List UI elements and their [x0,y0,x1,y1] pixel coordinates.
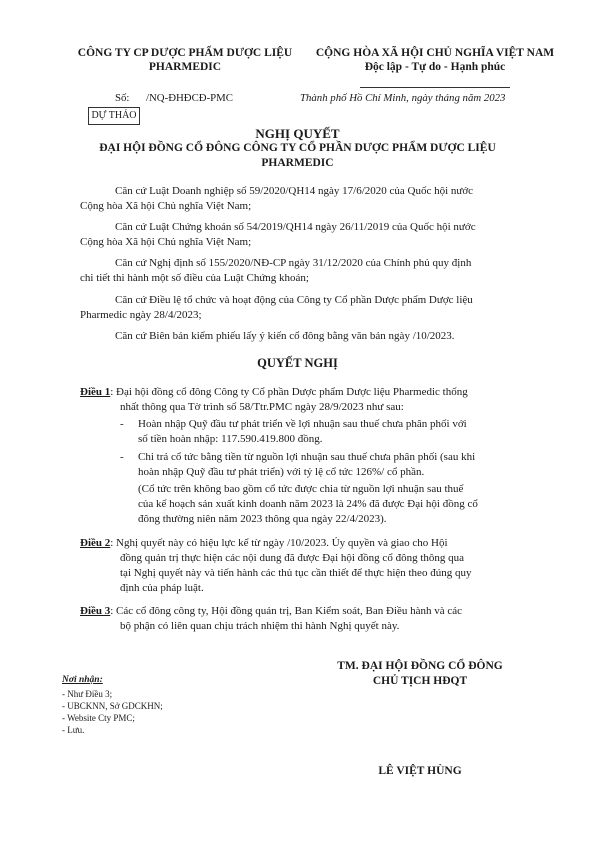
recipient-item: - Như Điều 3; [62,689,113,699]
article-1-item-1-line2: số tiền hoàn nhập: 117.590.419.800 đồng. [138,433,323,445]
basis-4-line1: Căn cứ Điều lệ tổ chức và hoạt động của Công ty Cổ phần Dược phẩm Dược liệu [115,294,473,306]
recipient-item: - Lưu. [62,725,85,735]
signer-name: LÊ VIỆT HÙNG [378,765,462,777]
article-2-line1: Điều 2: Nghị quyết này có hiệu lực kể từ ngày /10/2023. Ủy quyền và giao cho Hội [80,537,448,549]
recipient-item: - UBCKNN, Sở GDCKHN; [62,701,163,711]
motto-underline [300,75,570,76]
place-date: Thành phố Hồ Chí Minh, ngày tháng năm 2023 [300,92,506,104]
country-name: CỘNG HÒA XÃ HỘI CHỦ NGHĨA VIỆT NAM [315,47,555,59]
article-1-item-2-line1: Chi trả cổ tức bằng tiền từ nguồn lợi nhuận sau thuế chưa phân phối (sau khi [138,451,476,463]
article-2-line3: tại Nghị quyết này và tiến hành các thủ tục cần thiết để thực hiện theo đúng quy [120,567,472,579]
article-3-line2: bộ phận có liên quan chịu trách nhiệm thi hành Nghị quyết này. [120,620,400,632]
recipients-title: Nơi nhận: [62,675,103,685]
article-3-label: Điều 3 [80,605,111,617]
basis-3-line2: chi tiết thi hành một số điều của Luật Chứng khoán; [80,272,309,284]
company-name-short: PHARMEDIC [148,61,222,73]
article-1-item-2-line2: hoàn nhập Quỹ đầu tư phát triển) với tỷ lệ cổ tức 126%/ cổ phần. [138,466,425,478]
recipient-item: - Website Cty PMC; [62,713,135,723]
article-1-note-line3: đông thường niên năm 2023 thông qua ngày 22/4/2023). [138,513,387,525]
draft-stamp: DỰ THẢO [88,107,140,125]
signature-role: CHỦ TỊCH HĐQT [372,675,468,687]
doc-number: /NQ-ĐHĐCĐ-PMC [146,92,233,104]
basis-4-line2: Pharmedic ngày 28/4/2023; [80,309,202,321]
article-1-line1: Điều 1: Đại hội đồng cổ đông Công ty Cổ phần Dược phẩm Dược liệu Pharmedic thống [80,386,468,398]
bullet-dash: - [120,418,124,430]
basis-1-line1: Căn cứ Luật Doanh nghiệp số 59/2020/QH14 ngày 17/6/2020 của Quốc hội nước [115,185,474,197]
bullet-dash: - [120,451,124,463]
signature-title: TM. ĐẠI HỘI ĐỒNG CỔ ĐÔNG [337,660,503,672]
basis-3-line1: Căn cứ Nghị định số 155/2020/NĐ-CP ngày 31/12/2020 của Chính phủ quy định [115,257,472,269]
article-1-item-1-line1: Hoàn nhập Quỹ đầu tư phát triển về lợi nhuận sau thuế chưa phân phối với [138,418,467,430]
article-2-line4: định của pháp luật. [120,582,204,594]
basis-1-line2: Cộng hòa Xã hội Chủ nghĩa Việt Nam; [80,200,252,212]
basis-2-line1: Căn cứ Luật Chứng khoán số 54/2019/QH14 ngày 26/11/2019 của Quốc hội nước [115,221,476,233]
article-3-line1: Điều 3: Các cổ đông công ty, Hội đồng quản trị, Ban Kiểm soát, Ban Điều hành và các [80,605,463,617]
resolve-heading: QUYẾT NGHỊ [257,356,338,370]
article-1-note-line2: của kế hoạch sản xuất kinh doanh năm 2023 là 24% đã được Đại hội đồng cổ [138,498,478,510]
article-1-note-line1: (Cổ tức trên không bao gồm cổ tức được chia từ nguồn lợi nhuận sau thuế [138,483,464,495]
company-name: CÔNG TY CP DƯỢC PHẨM DƯỢC LIỆU [77,47,293,59]
basis-5: Căn cứ Biên bản kiểm phiếu lấy ý kiến cổ đông bằng văn bản ngày /10/2023. [115,330,455,342]
article-2-line2: đồng quản trị thực hiện các nội dung đã được Đại hội đồng cổ đông thông qua [120,552,465,564]
basis-2-line2: Cộng hòa Xã hội Chủ nghĩa Việt Nam; [80,236,252,248]
article-1-label: Điều 1 [80,386,111,398]
article-1-line2: nhất thông qua Tờ trình số 58/Ttr.PMC ngày 28/9/2023 như sau: [120,401,404,413]
doc-number-label: Số: [115,92,130,104]
doc-subtitle: ĐẠI HỘI ĐỒNG CỔ ĐÔNG CÔNG TY CỔ PHẦN DƯỢC PHẨM DƯỢC LIỆU [99,142,496,154]
article-2-label: Điều 2 [80,537,111,549]
doc-title: NGHỊ QUYẾT [255,126,340,141]
doc-subtitle-2: PHARMEDIC [261,157,334,169]
motto: Độc lập - Tự do - Hạnh phúc [364,61,506,73]
